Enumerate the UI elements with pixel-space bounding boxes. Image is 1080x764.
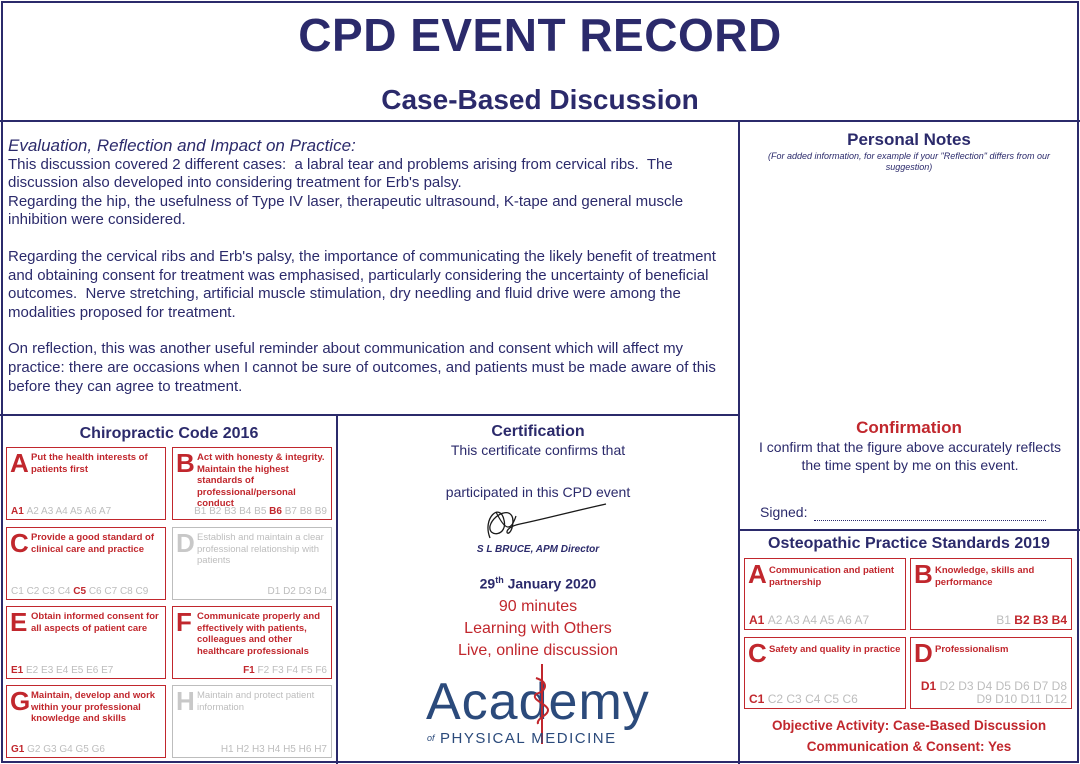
standard-code: C2 <box>767 692 787 706</box>
standard-letter: C <box>748 638 767 668</box>
signed-label: Signed: <box>760 504 808 520</box>
objective-value: Case-Based Discussion <box>893 718 1047 733</box>
standard-code: E7 <box>101 665 114 676</box>
confirmation-title: Confirmation <box>856 418 962 437</box>
standard-description: Professionalism <box>935 644 1009 655</box>
evaluation-paragraph: This discussion covered 2 different cases: a labral tear and problems arising from cervical ribs. The discussion also developed into considering treatment for Erb's palsy. Regarding the hip, the usefulness of Type IV laser, therapeutic ultrasound, K-tape and general muscle inhibition were considered. <box>8 155 684 229</box>
divider <box>740 529 1080 531</box>
divider <box>0 414 740 416</box>
standard-codes <box>996 613 1067 627</box>
standard-description: Provide a good standard of clinical care and practice <box>31 532 154 555</box>
standard-codes <box>194 506 327 517</box>
standard-code: A5 <box>69 506 85 517</box>
standard-code: A2 <box>26 506 42 517</box>
standard-code: C4 <box>57 586 74 597</box>
standard-code: D4 <box>314 586 327 597</box>
standard-description: Maintain, develop and work within your professional knowledge and skills <box>31 690 156 724</box>
standard-code: D4 <box>976 679 996 693</box>
standard-code: A7 <box>98 506 112 517</box>
standard-code: F2 <box>257 665 272 676</box>
standard-box-h <box>172 685 332 758</box>
comm-label: Communication & Consent: <box>806 739 985 754</box>
standard-code: G2 <box>27 744 44 755</box>
certification-line: participated in this CPD event <box>445 484 631 500</box>
standard-code: A7 <box>854 613 870 627</box>
divider <box>0 120 1080 122</box>
standard-letter: G <box>10 686 31 716</box>
standard-letter: H <box>176 686 195 716</box>
signature-image <box>460 498 620 544</box>
standard-box-d <box>172 527 332 600</box>
standard-code: B3 <box>224 506 240 517</box>
date-day: 29 <box>479 575 496 592</box>
standard-code: B8 <box>299 506 315 517</box>
personal-notes-subtitle: (For added information, for example if your "Reflection" differs from our suggestion) <box>767 151 1050 172</box>
logo-sub-text: PHYSICAL MEDICINE <box>440 730 617 747</box>
standard-letter: B <box>914 559 933 589</box>
standard-code: C3 <box>42 586 58 597</box>
standard-code: D1 <box>267 586 284 597</box>
standard-description: Communication and patient partnership <box>769 565 895 588</box>
comm-value: Yes <box>987 739 1012 754</box>
event-format: Live, online discussion <box>457 642 619 659</box>
page-subtitle: Case-Based Discussion <box>381 84 699 115</box>
standard-code: A4 <box>55 506 70 517</box>
standard-code: C4 <box>805 692 824 706</box>
standard-code: F6 <box>315 665 327 676</box>
standard-codes <box>749 692 858 706</box>
standard-box-b <box>910 558 1072 630</box>
standard-code: A5 <box>819 613 838 627</box>
standard-code: C1 <box>11 586 27 597</box>
standard-box-d <box>910 637 1072 709</box>
confirmation-text: I confirm that the figure above accurately reflects the time spent by me on this event. <box>759 439 1061 473</box>
certification-line: This certificate confirms that <box>450 442 626 458</box>
standard-description: Safety and quality in practice <box>769 644 901 655</box>
standard-codes <box>11 744 105 755</box>
standard-code: H7 <box>314 744 327 755</box>
standard-code: B2 <box>209 506 225 517</box>
objective-activity <box>740 718 1078 733</box>
standard-code: B4 <box>1051 613 1067 627</box>
standard-codes <box>913 680 1067 706</box>
standard-code: H1 <box>220 744 237 755</box>
standard-code: A1 <box>11 506 27 517</box>
standard-codes <box>749 613 869 627</box>
standard-code: C5 <box>823 692 843 706</box>
standard-code: E2 <box>26 665 42 676</box>
standard-code: C5 <box>73 586 89 597</box>
standard-box-f <box>172 606 332 679</box>
standard-code: C7 <box>104 586 120 597</box>
standard-code: D12 <box>1044 692 1067 706</box>
standard-code: D3 <box>958 679 977 693</box>
standard-description: Knowledge, skills and performance <box>935 565 1035 588</box>
logo-main-text: Academy <box>426 673 650 731</box>
standard-code: D8 <box>1051 679 1067 693</box>
standard-code: C1 <box>749 692 768 706</box>
standard-code: D2 <box>939 679 959 693</box>
standard-code: A3 <box>785 613 803 627</box>
standard-letter: B <box>176 448 195 478</box>
standard-letter: D <box>176 528 195 558</box>
standard-code: G6 <box>91 744 105 755</box>
standard-codes <box>11 506 111 517</box>
standard-box-a <box>6 447 166 520</box>
standard-code: G5 <box>75 744 92 755</box>
certification-title: Certification <box>491 423 585 440</box>
standard-letter: A <box>10 448 29 478</box>
standard-code: H2 <box>236 744 252 755</box>
standard-box-c <box>6 527 166 600</box>
event-date <box>338 575 738 592</box>
signatory: S L BRUCE, APM Director <box>476 544 600 555</box>
standard-code: F3 <box>271 665 287 676</box>
signature-line[interactable] <box>814 520 1046 521</box>
standard-code: E5 <box>71 665 87 676</box>
standard-codes <box>221 744 327 755</box>
event-duration: 90 minutes <box>498 598 578 615</box>
standard-code: D9 <box>976 692 996 706</box>
standard-code: C3 <box>786 692 806 706</box>
standard-box-b <box>172 447 332 520</box>
standard-code: D10 <box>995 692 1021 706</box>
standard-box-c <box>744 637 906 709</box>
standard-box-e <box>6 606 166 679</box>
standard-code: C2 <box>26 586 43 597</box>
event-type: Learning with Others <box>464 620 612 637</box>
standard-letter: C <box>10 528 29 558</box>
standard-code: D11 <box>1020 692 1045 706</box>
standard-code: D6 <box>1014 679 1033 693</box>
standard-code: F5 <box>300 665 316 676</box>
standard-code: B7 <box>284 506 300 517</box>
standard-description: Establish and maintain a clear professional relationship with patients <box>197 532 324 566</box>
standard-code: C6 <box>842 692 858 706</box>
page-title: CPD EVENT RECORD <box>298 9 782 61</box>
standard-code: B6 <box>269 506 285 517</box>
standard-code: G3 <box>43 744 60 755</box>
osteo-title: Osteopathic Practice Standards 2019 <box>768 535 1050 552</box>
standard-code: H4 <box>267 744 284 755</box>
standard-letter: E <box>10 607 28 637</box>
evaluation-section <box>8 137 733 396</box>
communication-consent <box>740 739 1078 754</box>
standard-code: B1 <box>996 613 1015 627</box>
standard-code: C6 <box>88 586 105 597</box>
standard-code: E1 <box>11 665 27 676</box>
standard-code: G4 <box>59 744 76 755</box>
standard-letter: F <box>176 607 192 637</box>
standard-description: Put the health interests of patients first <box>31 452 148 475</box>
standard-code: E3 <box>41 665 57 676</box>
standard-code: C8 <box>119 586 136 597</box>
standard-code: H5 <box>283 744 299 755</box>
standard-code: A6 <box>84 506 99 517</box>
standard-code: D7 <box>1032 679 1052 693</box>
standard-code: D5 <box>995 679 1015 693</box>
standard-code: C9 <box>135 586 149 597</box>
standard-letter: D <box>914 638 933 668</box>
standard-code: E4 <box>56 665 72 676</box>
personal-notes-title: Personal Notes <box>847 130 971 149</box>
standard-code: A3 <box>41 506 56 517</box>
standard-code: H3 <box>251 744 268 755</box>
standard-code: E6 <box>86 665 102 676</box>
standard-code: D1 <box>920 679 940 693</box>
standard-code: G1 <box>11 744 28 755</box>
standard-code: A1 <box>749 613 768 627</box>
standard-box-g <box>6 685 166 758</box>
standard-code: D2 <box>283 586 299 597</box>
standard-box-a <box>744 558 906 630</box>
standard-code: A2 <box>767 613 786 627</box>
standard-code: F4 <box>286 665 301 676</box>
standard-description: Obtain informed consent for all aspects of patient care <box>31 611 159 634</box>
standard-code: B2 <box>1014 613 1033 627</box>
standard-letter: A <box>748 559 767 589</box>
standard-code: A4 <box>802 613 820 627</box>
divider <box>738 120 740 764</box>
evaluation-paragraph: Regarding the cervical ribs and Erb's palsy, the importance of communicating the likely benefit of treatment and obtaining consent for treatment was emphasised, particularly considering the uncertainty of beneficial outcomes. Nerve stretching, artificial muscle stimulation, dry needling and fluid drive were among the modalities proposed for treatment. <box>8 247 721 321</box>
logo-of-text: of <box>427 733 435 743</box>
standard-code: B9 <box>314 506 327 517</box>
standard-code: B1 <box>194 506 210 517</box>
standard-codes <box>11 586 148 597</box>
date-rest: January 2020 <box>503 575 597 592</box>
standard-code: A6 <box>837 613 855 627</box>
standard-code: H6 <box>298 744 315 755</box>
evaluation-heading: Evaluation, Reflection and Impact on Practice: <box>8 136 356 155</box>
standard-description: Act with honesty & integrity. Maintain the highest standards of professional/personal conduct <box>197 452 325 509</box>
standard-code: B3 <box>1032 613 1052 627</box>
standard-codes <box>11 665 113 676</box>
chiro-title: Chiropractic Code 2016 <box>79 425 259 442</box>
standard-description: Maintain and protect patient information <box>197 690 315 713</box>
standard-code: B5 <box>254 506 270 517</box>
evaluation-paragraph: On reflection, this was another useful reminder about communication and consent which will affect my practice: there are occasions when I cannot be sure of outcomes, and patients must be made aware of this before they can agree to treatment. <box>8 340 721 395</box>
standard-code: F1 <box>243 665 258 676</box>
standard-codes <box>268 586 327 597</box>
date-suffix: th <box>495 575 504 585</box>
objective-label: Objective Activity: <box>771 718 890 733</box>
standard-code: B4 <box>239 506 255 517</box>
standard-code: D3 <box>298 586 315 597</box>
standard-description: Communicate properly and effectively with patients, colleagues and other healthcare professionals <box>197 611 320 657</box>
standard-codes <box>243 665 327 676</box>
